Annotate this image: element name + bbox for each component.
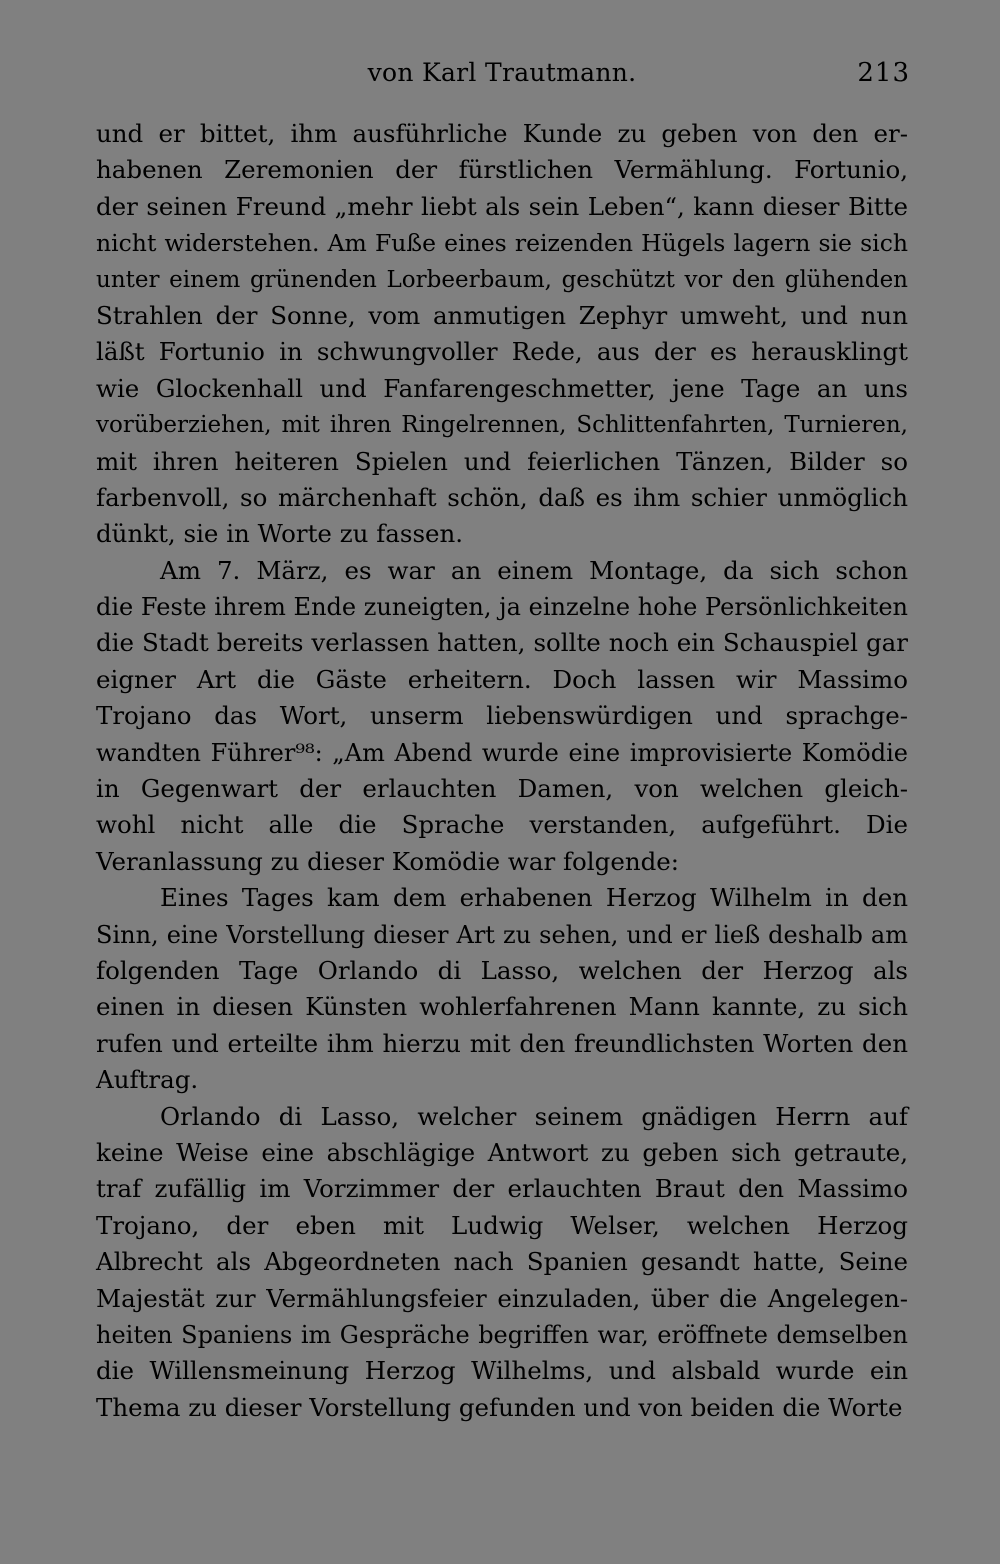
text-line: die Feste ihrem Ende zuneigten, ja einzelne hohe Persönlichkeiten	[96, 593, 908, 622]
text-line: wandten Führer⁹⁸: „Am Abend wurde eine improvisierte Komödie	[96, 738, 908, 767]
text-line: nicht widerstehen. Am Fuße eines reizenden Hügels lagern sie sich	[96, 229, 908, 258]
text-line: und er bittet, ihm ausführliche Kunde zu geben von den er-	[96, 119, 908, 148]
text-line: unter einem grünenden Lorbeerbaum, geschützt vor den glühenden	[96, 266, 908, 293]
text-line: farbenvoll, so märchenhaft schön, daß es ihm schier unmöglich	[96, 482, 908, 512]
text-line: Thema zu dieser Vorstellung gefunden und von beiden die Worte	[96, 1392, 903, 1422]
text-line: in Gegenwart der erlauchten Damen, von welchen gleich-	[96, 774, 908, 804]
paragraph	[96, 1099, 908, 1427]
paragraph	[96, 116, 908, 553]
paragraph	[96, 553, 908, 881]
text-line: traf zufällig im Vorzimmer der erlauchten Braut den Massimo	[96, 1174, 908, 1204]
text-line: Trojano, der eben mit Ludwig Welser, welchen Herzog	[96, 1210, 908, 1240]
text-line: rufen und erteilte ihm hierzu mit den freundlichsten Worten den	[96, 1028, 908, 1058]
text-line: wohl nicht alle die Sprache verstanden, aufgeführt. Die	[96, 810, 908, 840]
paragraph	[96, 880, 908, 1098]
book-page	[96, 0, 908, 1564]
body-text	[96, 116, 908, 1426]
text-line: läßt Fortunio in schwungvoller Rede, aus der es herausklingt	[96, 337, 908, 367]
text-line: die Willensmeinung Herzog Wilhelms, und alsbald wurde ein	[96, 1356, 908, 1386]
text-line: mit ihren heiteren Spielen und feierlichen Tänzen, Bilder so	[96, 446, 908, 476]
running-head: von Karl Trautmann.	[367, 58, 637, 87]
text-line: Albrecht als Abgeordneten nach Spanien gesandt hatte, Seine	[96, 1247, 908, 1277]
text-line: wie Glockenhall und Fanfarengeschmetter, jene Tage an uns	[96, 373, 908, 403]
text-line: einen in diesen Künsten wohlerfahrenen Mann kannte, zu sich	[96, 992, 908, 1022]
text-line: Eines Tages kam dem erhabenen Herzog Wilhelm in den	[160, 883, 908, 913]
text-line: eigner Art die Gäste erheitern. Doch lassen wir Massimo	[96, 664, 908, 694]
text-line: keine Weise eine abschlägige Antwort zu geben sich getraute,	[96, 1137, 908, 1167]
text-line: Veranlassung zu dieser Komödie war folgende:	[96, 846, 680, 876]
text-line: dünkt, sie in Worte zu fassen.	[96, 519, 464, 549]
text-line: folgenden Tage Orlando di Lasso, welchen der Herzog als	[96, 955, 908, 985]
text-line: Auftrag.	[96, 1065, 199, 1095]
text-line: die Stadt bereits verlassen hatten, sollte noch ein Schauspiel gar	[96, 628, 908, 658]
text-line: Sinn, eine Vorstellung dieser Art zu sehen, und er ließ deshalb am	[96, 920, 908, 949]
text-line: habenen Zeremonien der fürstlichen Vermählung. Fortunio,	[96, 155, 908, 185]
text-line: Trojano das Wort, unserm liebenswürdigen und sprachge-	[96, 701, 908, 731]
text-line: Strahlen der Sonne, vom anmutigen Zephyr umweht, und nun	[96, 300, 908, 330]
text-line: Majestät zur Vermählungsfeier einzuladen, über die Angelegen-	[96, 1283, 908, 1313]
text-line: heiten Spaniens im Gespräche begriffen war, eröffnete demselben	[96, 1320, 908, 1349]
text-line: vorüberziehen, mit ihren Ringelrennen, Schlittenfahrten, Turnieren,	[96, 412, 908, 439]
page-number: 213	[857, 58, 910, 88]
text-line: Am 7. März, es war an einem Montage, da sich schon	[160, 555, 908, 585]
text-line: Orlando di Lasso, welcher seinem gnädigen Herrn auf	[160, 1101, 908, 1131]
text-line: der seinen Freund „mehr liebt als sein Leben“, kann dieser Bitte	[96, 191, 908, 221]
page-header	[96, 56, 908, 90]
